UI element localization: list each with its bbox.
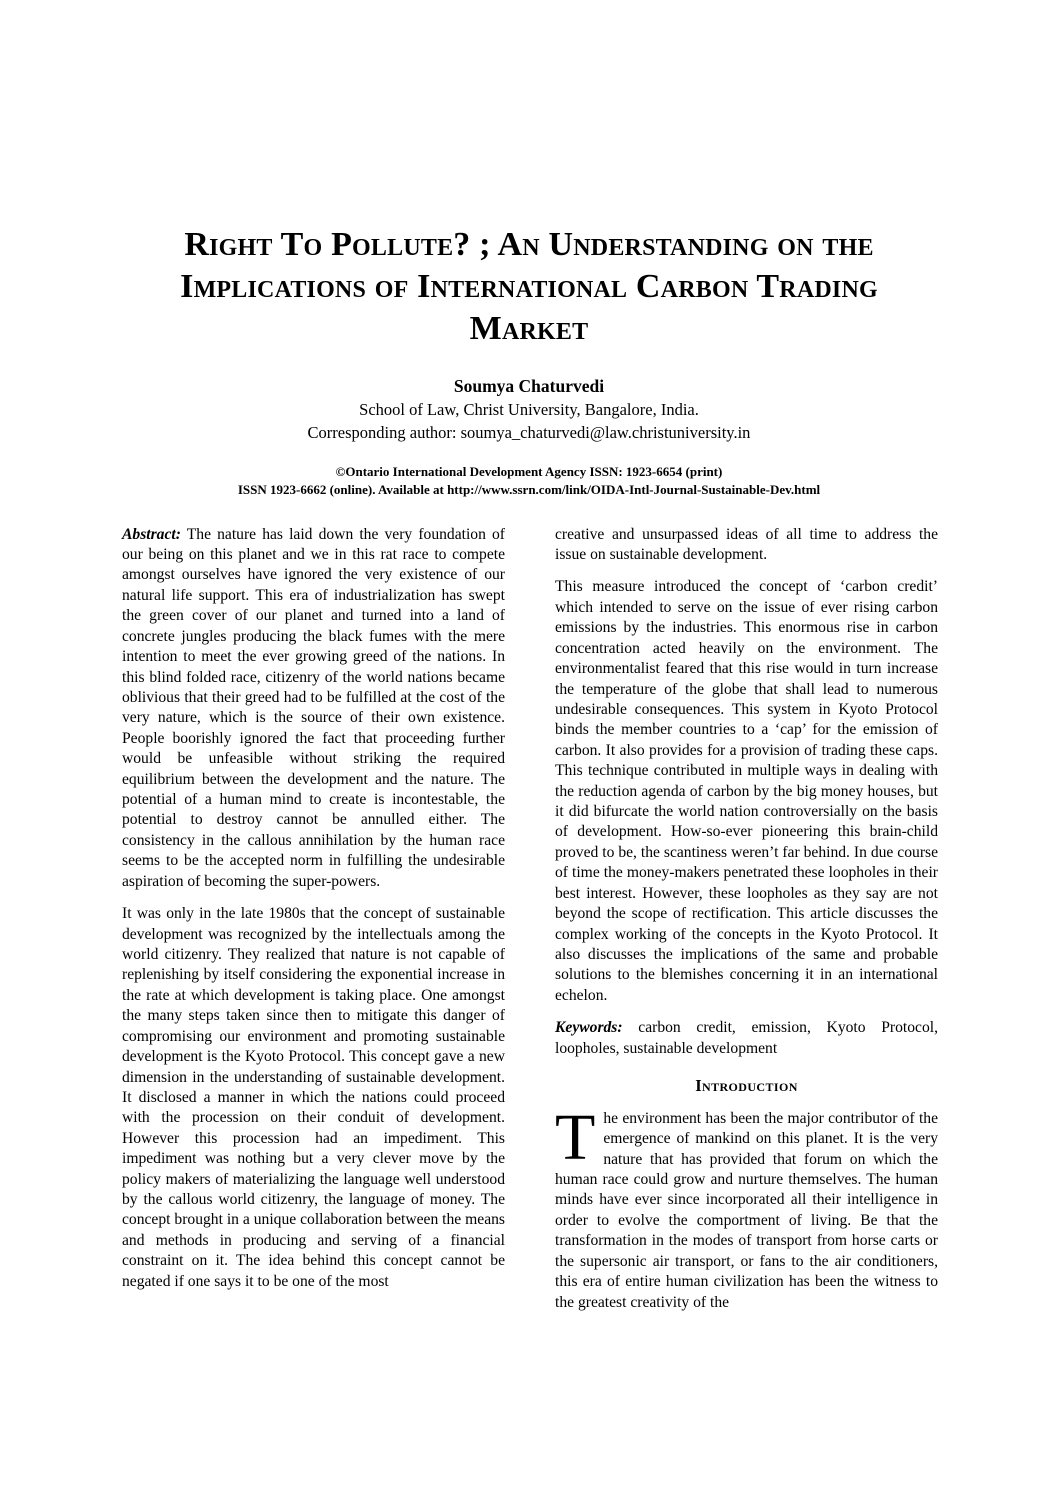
abstract-label: Abstract: — [122, 525, 181, 543]
carbon-credit-paragraph: This measure introduced the concept of ‘carbon credit’ which intended to serve on the issue of ever rising carbon emissions by the industries. This enormous rise in carbon concentration acted heavily on the environment. The environmentalist feared that this rise would in turn increase the temperature of the globe that shall lead to numerous undesirable consequences. This system in Kyoto Protocol binds the member countries to a ‘cap’ for the emission of carbon. It also provides for a provision of trading these caps. This technique contributed in multiple ways in dealing with the reduction agenda of carbon by the big money houses, but it did bifurcate the world nation controversially on the basis of development. How-so-ever pioneering this brain-child proved to be, the scantiness weren’t far behind. In due course of time the money-makers penetrated these loopholes in their best interest. However, these loopholes as they say are not beyond the scope of rectification. This article discusses the complex working of the concepts in the Kyoto Protocol. It also discusses the implications of the same and probable solutions to the blemishes concerning it in an international echelon. — [555, 578, 938, 1004]
abstract-paragraph-2-continued: creative and unsurpassed ideas of all time to address the issue on sustainable development. — [555, 525, 938, 563]
publisher-issn-online-line: ISSN 1923-6662 (online). Available at http://www.ssrn.com/link/OIDA-Intl-Journal-Sustainable-Dev.html — [237, 482, 821, 498]
right-column — [555, 525, 938, 1325]
author-affiliation: School of Law, Christ University, Bangalore, India. — [359, 400, 699, 420]
abstract-paragraph-2: It was only in the late 1980s that the concept of sustainable development was recognized by the intellectuals among the world citizenry. They realized that nature is not capable of replenishing by itself considering the exponential increase in the rate at which development is taking place. One amongst the many steps taken since then to mitigate this danger of compromising our environment and promoting sustainable development is the Kyoto Protocol. This concept gave a new dimension in the understanding of sustainable development. It disclosed a manner in which the nations could proceed with the procession on their conduit of development. However this procession had an impediment. This impediment was nothing but a very clever move by the policy makers of materializing the language well understood by the callous world citizenry, the language of money. The concept brought in a unique collaboration between the means and methods in producing and serving of a financial constraint on it. The idea behind this concept cannot be negated if one says it to be one of the most — [122, 905, 505, 1290]
paper-header — [0, 0, 1058, 499]
corresponding-author-line: Corresponding author: soumya_chaturvedi@law.christuniversity.in — [307, 423, 751, 443]
content-columns — [0, 525, 1058, 1325]
keywords-label: Keywords: — [555, 1019, 623, 1037]
drop-cap: T — [555, 1100, 596, 1174]
publisher-block — [0, 463, 1058, 498]
page-title: Right To Pollute? ; An Understanding on the Implications of International Carbon Trading Market — [180, 226, 878, 348]
author-name: Soumya Chaturvedi — [453, 376, 605, 397]
keywords-text: carbon credit, emission, Kyoto Protocol, loopholes, sustainable development — [555, 1019, 938, 1057]
keywords-paragraph — [555, 1018, 938, 1059]
introduction-paragraph — [555, 1100, 938, 1313]
abstract-paragraph — [122, 525, 505, 893]
introduction-text: he environment has been the major contributor of the emergence of mankind on this planet. It is the very nature that has provided that forum on which the human race could grow and nurture themselves. The human minds have ever since incorporated all their intelligence in order to evolve the comportment of living. Be that the transformation in the modes of transport from horse carts or the supersonic air transport, or fans to the air conditioners, this era of entire human civilization has been the witness to the greatest creativity of the — [555, 1109, 938, 1311]
abstract-text: The nature has laid down the very foundation of our being on this planet and we in this rat race to compete amongst ourselves have ignored the very existence of our natural life support. This era of industrialization has swept the green cover of our planet and turned into a land of concrete jungles producing the black fumes with the mere intention to meet the ever growing greed of the nations. In this blind folded race, citizenry of the world nations became oblivious that their greed had to be fulfilled at the cost of the very nature, which is the source of their own existence. People boorishly ignored the fact that proceeding further would be unfeasible without striking the required equilibrium between the development and the nature. The potential of a human mind to create is incontestable, the potential to destroy cannot be annulled either. The consistency in the callous annihilation by the human race seems to be the accepted norm in fulfilling the undesirable aspiration of becoming the super-powers. — [122, 525, 505, 890]
publisher-issn-print-line: ©Ontario International Development Agency ISSN: 1923-6654 (print) — [335, 464, 723, 480]
left-column — [122, 525, 505, 1325]
introduction-heading: Introduction — [695, 1076, 798, 1096]
